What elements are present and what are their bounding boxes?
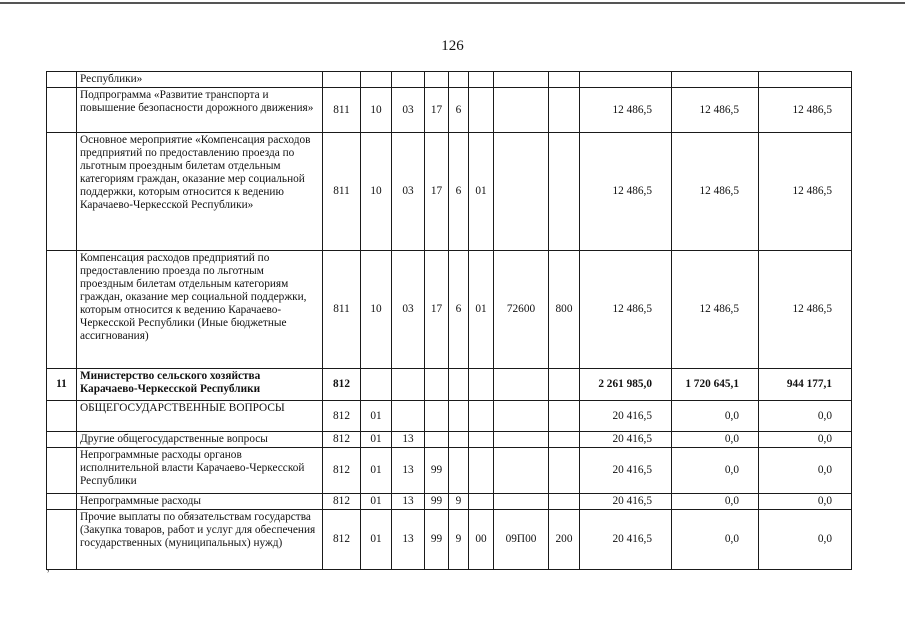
table-row xyxy=(47,369,852,401)
amount-year-1: 20 416,5 xyxy=(580,401,672,432)
target-article-direction xyxy=(494,369,549,401)
target-article-subprogram xyxy=(449,401,469,432)
section-code xyxy=(361,369,392,401)
amount-year-1: 20 416,5 xyxy=(580,510,672,570)
target-article-direction xyxy=(494,72,549,88)
section-code xyxy=(361,72,392,88)
target-article-program xyxy=(425,72,449,88)
amount-year-1: 20 416,5 xyxy=(580,494,672,510)
row-number xyxy=(47,72,77,88)
table-row xyxy=(47,448,852,494)
amount-year-2: 0,0 xyxy=(672,401,759,432)
row-number xyxy=(47,88,77,133)
target-article-program: 17 xyxy=(425,88,449,133)
subsection-code: 13 xyxy=(392,432,425,448)
target-article-direction: 09П00 xyxy=(494,510,549,570)
ministry-code: 812 xyxy=(323,510,361,570)
target-article-subprogram: 6 xyxy=(449,133,469,251)
target-article-event xyxy=(469,494,494,510)
page-number: 126 xyxy=(441,38,464,54)
target-article-subprogram: 6 xyxy=(449,88,469,133)
target-article-direction xyxy=(494,88,549,133)
section-code: 10 xyxy=(361,133,392,251)
amount-year-3: 12 486,5 xyxy=(759,133,852,251)
table-row xyxy=(47,494,852,510)
expense-type-code xyxy=(549,401,580,432)
subsection-code: 03 xyxy=(392,88,425,133)
target-article-program: 99 xyxy=(425,448,449,494)
row-number xyxy=(47,251,77,369)
amount-year-2: 0,0 xyxy=(672,432,759,448)
table-row xyxy=(47,251,852,369)
ministry-code: 811 xyxy=(323,133,361,251)
row-number xyxy=(47,401,77,432)
amount-year-1: 12 486,5 xyxy=(580,251,672,369)
row-name: Другие общегосударственные вопросы xyxy=(77,432,323,448)
expense-type-code xyxy=(549,369,580,401)
budget-table xyxy=(46,71,852,570)
subsection-code: 13 xyxy=(392,448,425,494)
amount-year-1: 12 486,5 xyxy=(580,133,672,251)
amount-year-2: 12 486,5 xyxy=(672,133,759,251)
amount-year-2 xyxy=(672,72,759,88)
section-code: 10 xyxy=(361,251,392,369)
ministry-code: 811 xyxy=(323,88,361,133)
target-article-subprogram xyxy=(449,448,469,494)
section-code: 01 xyxy=(361,448,392,494)
table-body xyxy=(47,72,852,570)
target-article-subprogram: 6 xyxy=(449,251,469,369)
row-name: Основное мероприятие «Компенсация расходов предприятий по предоставлению проезда по льготным проездным билетам отдельным категориям граждан, оказание мер социальной поддержки, которым относится к ведению Карачаево-Черкесской Республики» xyxy=(77,133,323,251)
amount-year-2: 12 486,5 xyxy=(672,251,759,369)
target-article-program: 17 xyxy=(425,133,449,251)
target-article-event: 00 xyxy=(469,510,494,570)
amount-year-3: 0,0 xyxy=(759,448,852,494)
target-article-direction xyxy=(494,432,549,448)
row-number xyxy=(47,448,77,494)
target-article-event xyxy=(469,88,494,133)
ministry-code: 812 xyxy=(323,432,361,448)
amount-year-3: 944 177,1 xyxy=(759,369,852,401)
row-name: Непрограммные расходы xyxy=(77,494,323,510)
scan-mark: , xyxy=(47,563,50,574)
amount-year-1: 20 416,5 xyxy=(580,448,672,494)
table-row xyxy=(47,432,852,448)
ministry-code: 812 xyxy=(323,401,361,432)
target-article-event xyxy=(469,369,494,401)
target-article-program xyxy=(425,432,449,448)
target-article-program xyxy=(425,369,449,401)
subsection-code: 13 xyxy=(392,494,425,510)
amount-year-2: 0,0 xyxy=(672,448,759,494)
ministry-code: 812 xyxy=(323,494,361,510)
amount-year-2: 1 720 645,1 xyxy=(672,369,759,401)
amount-year-3: 0,0 xyxy=(759,510,852,570)
expense-type-code xyxy=(549,448,580,494)
ministry-code: 812 xyxy=(323,369,361,401)
amount-year-2: 0,0 xyxy=(672,510,759,570)
target-article-direction xyxy=(494,494,549,510)
expense-type-code: 200 xyxy=(549,510,580,570)
row-name: Непрограммные расходы органов исполнительной власти Карачаево-Черкесской Республики xyxy=(77,448,323,494)
section-code: 10 xyxy=(361,88,392,133)
subsection-code: 13 xyxy=(392,510,425,570)
target-article-direction xyxy=(494,448,549,494)
table-row xyxy=(47,72,852,88)
amount-year-1: 20 416,5 xyxy=(580,432,672,448)
target-article-direction xyxy=(494,401,549,432)
amount-year-1 xyxy=(580,72,672,88)
expense-type-code xyxy=(549,72,580,88)
target-article-event xyxy=(469,432,494,448)
subsection-code xyxy=(392,369,425,401)
row-name: Министерство сельского хозяйства Карачаево-Черкесской Республики xyxy=(77,369,323,401)
target-article-event: 01 xyxy=(469,251,494,369)
row-number xyxy=(47,432,77,448)
section-code: 01 xyxy=(361,432,392,448)
expense-type-code xyxy=(549,133,580,251)
row-name: ОБЩЕГОСУДАРСТВЕННЫЕ ВОПРОСЫ xyxy=(77,401,323,432)
amount-year-3: 0,0 xyxy=(759,401,852,432)
section-code: 01 xyxy=(361,494,392,510)
target-article-program xyxy=(425,401,449,432)
amount-year-3: 12 486,5 xyxy=(759,88,852,133)
target-article-subprogram xyxy=(449,72,469,88)
amount-year-3: 0,0 xyxy=(759,432,852,448)
expense-type-code xyxy=(549,494,580,510)
row-number: 11 xyxy=(47,369,77,401)
target-article-event: 01 xyxy=(469,133,494,251)
target-article-direction xyxy=(494,133,549,251)
section-code: 01 xyxy=(361,510,392,570)
amount-year-2: 12 486,5 xyxy=(672,88,759,133)
amount-year-3: 12 486,5 xyxy=(759,251,852,369)
ministry-code: 811 xyxy=(323,251,361,369)
target-article-subprogram: 9 xyxy=(449,494,469,510)
target-article-program: 99 xyxy=(425,494,449,510)
expense-type-code xyxy=(549,88,580,133)
row-name: Прочие выплаты по обязательствам государства (Закупка товаров, работ и услуг для обеспечения государственных (муниципальных) нужд) xyxy=(77,510,323,570)
row-name: Компенсация расходов предприятий по предоставлению проезда по льготным проездным билетам отдельным категориям граждан, оказание мер социальной поддержки, которым относится к ведению Карачаево-Черкесской Республики (Иные бюджетные ассигнования) xyxy=(77,251,323,369)
table-row xyxy=(47,401,852,432)
table-row xyxy=(47,510,852,570)
subsection-code: 03 xyxy=(392,133,425,251)
target-article-program: 99 xyxy=(425,510,449,570)
table-row xyxy=(47,88,852,133)
row-number xyxy=(47,133,77,251)
target-article-subprogram: 9 xyxy=(449,510,469,570)
target-article-program: 17 xyxy=(425,251,449,369)
subsection-code xyxy=(392,401,425,432)
row-name: Республики» xyxy=(77,72,323,88)
amount-year-1: 2 261 985,0 xyxy=(580,369,672,401)
row-number xyxy=(47,494,77,510)
target-article-event xyxy=(469,448,494,494)
expense-type-code xyxy=(549,432,580,448)
subsection-code: 03 xyxy=(392,251,425,369)
ministry-code xyxy=(323,72,361,88)
row-name: Подпрограмма «Развитие транспорта и повышение безопасности дорожного движения» xyxy=(77,88,323,133)
section-code: 01 xyxy=(361,401,392,432)
table-row xyxy=(47,133,852,251)
target-article-event xyxy=(469,401,494,432)
row-number xyxy=(47,510,77,570)
amount-year-3: 0,0 xyxy=(759,494,852,510)
target-article-direction: 72600 xyxy=(494,251,549,369)
ministry-code: 812 xyxy=(323,448,361,494)
target-article-subprogram xyxy=(449,369,469,401)
amount-year-1: 12 486,5 xyxy=(580,88,672,133)
target-article-subprogram xyxy=(449,432,469,448)
amount-year-2: 0,0 xyxy=(672,494,759,510)
scan-top-edge xyxy=(0,2,905,4)
expense-type-code: 800 xyxy=(549,251,580,369)
subsection-code xyxy=(392,72,425,88)
amount-year-3 xyxy=(759,72,852,88)
target-article-event xyxy=(469,72,494,88)
